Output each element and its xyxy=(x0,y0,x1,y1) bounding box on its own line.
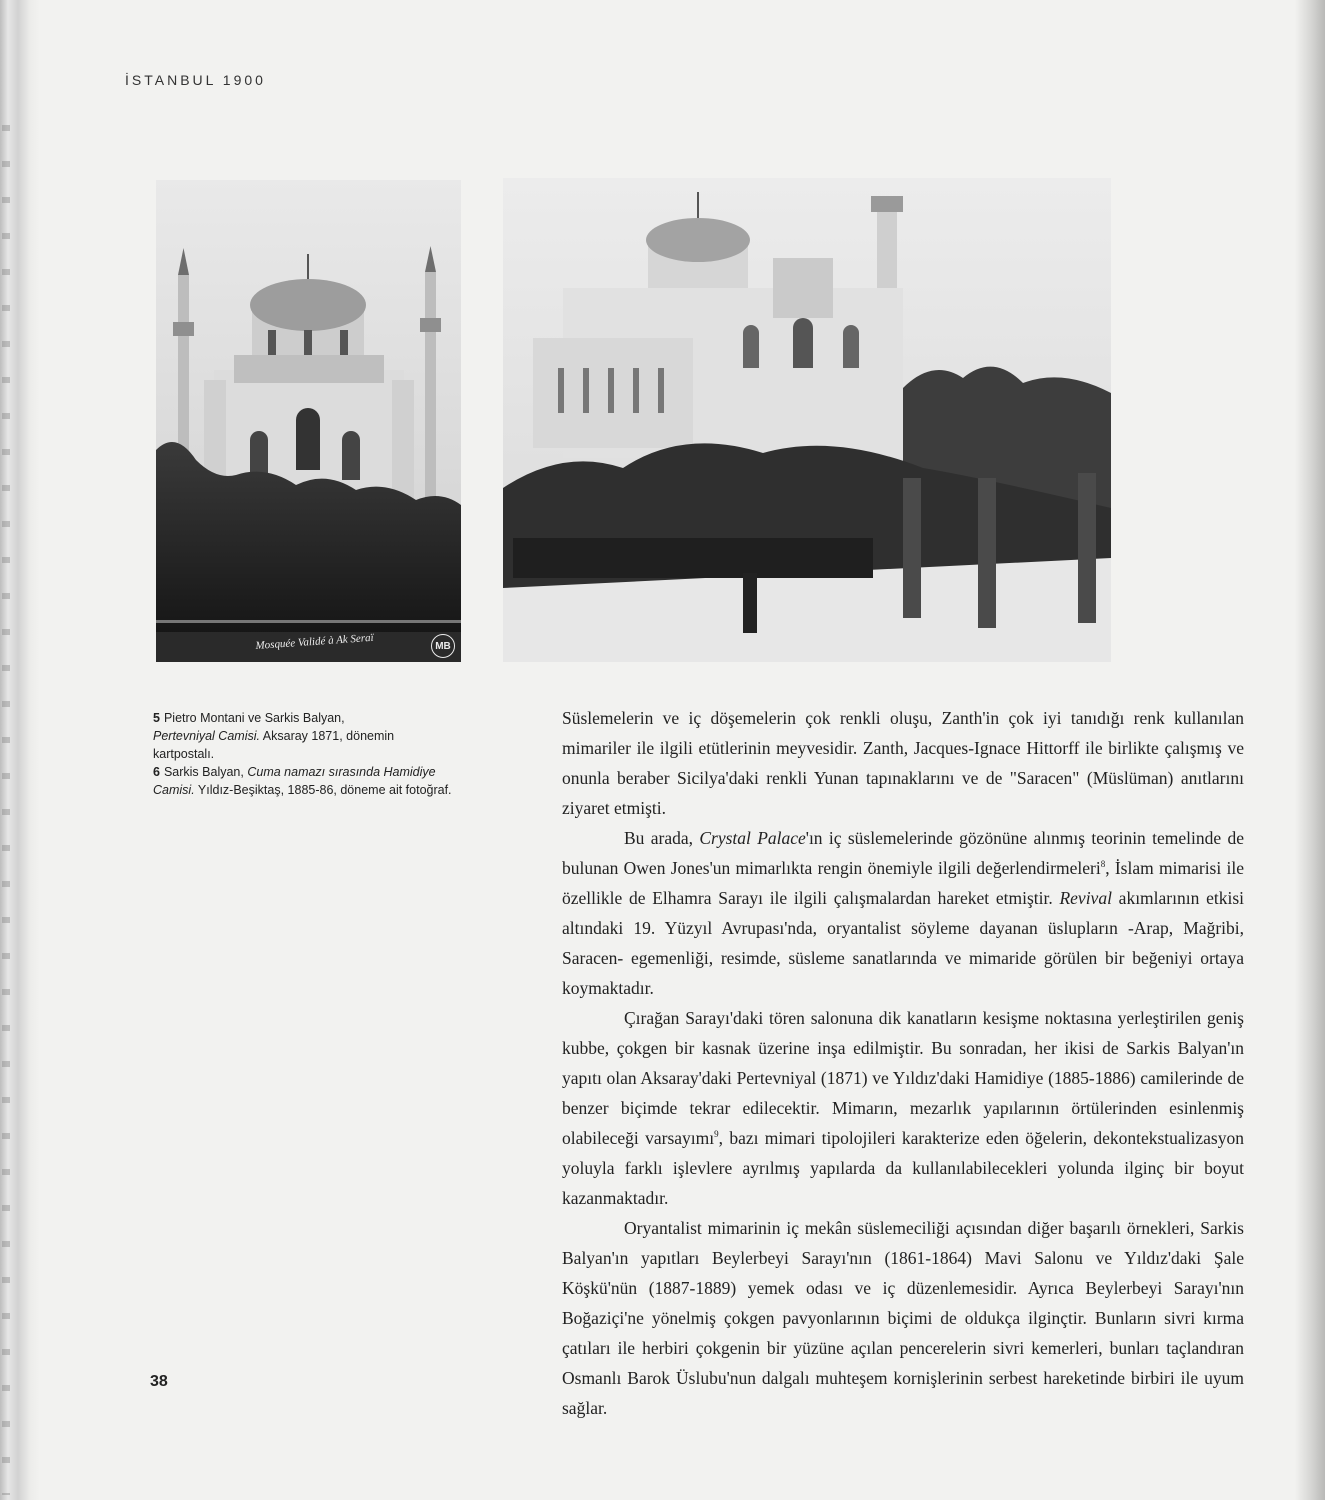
footnote-ref: 8 xyxy=(1100,859,1106,870)
figure-6-photo xyxy=(503,178,1111,662)
footnote-ref: 9 xyxy=(714,1129,719,1140)
body-text xyxy=(562,703,1244,1423)
publisher-monogram: MB xyxy=(431,634,455,658)
book-gutter xyxy=(0,0,40,1500)
body-paragraph-p4: Oryantalist mimarinin iç mekân süslemeciliği açısından diğer başarılı örnekleri, Sarkis Balyan'ın yapıtları Beylerbeyi Sarayı'nın (1861-1864) Mavi Salonu ve Yıldız'daki Şale Köşkü'nün (1887-1889) yemek odası ve iç düzenlemesidir. Ayrıca Beylerbeyi Sarayı'nın Boğaziçi'ne yönelmiş çokgen pavyonlarının biçimi de oldukça ilginçtir. Bunların sivri kırma çatıları ile herbiri çokgenin bir yüzüne açılan pencerelerin sivri kemerleri, bunları taçlandıran Osmanlı Barok Üslubu'nun dalgalı muhteşem kornişlerinin serbest hareketinde birbiri ile uyum sağlar. xyxy=(562,1218,1244,1418)
page-number: 38 xyxy=(150,1373,168,1390)
body-paragraph-p3: Çırağan Sarayı'daki tören salonuna dik kanatların kesişme noktasına yerleştirilen geniş kubbe, çokgen bir kasnak üzerine inşa edilmiştir. Bu sonradan, her ikisi de Sarkis Balyan'ın yapıtı olan Aksaray'daki Pertevniyal (1871) ve Yıldız'daki Hamidiye (1885-1886) camilerinde de benzer biçimde tekrar edilecektir. Mimarın, mezarlık yapılarının örtülerinden esinlenmiş olabileceği varsayımı$^9$, bazı mimari tipolojileri karakterize eden öğelerin, dekontekstualizasyon yoluyla farklı işlevlere ayrılmış yapılarda da kullanılabilecekleri yolunda ilginç bir boyut kazanmaktadır. xyxy=(562,1008,1244,1208)
caption-figure-5: 5 Pietro Montani ve Sarkis Balyan, Pertevniyal Camisi. Aksaray 1871, dönemin kartpostalı. xyxy=(153,711,395,761)
mosque-illustration xyxy=(156,180,461,662)
page-edge-shadow xyxy=(1295,0,1325,1500)
gutter-marks xyxy=(2,95,10,1495)
postcard-inscription: Mosquée Validé à Ak Seraï xyxy=(255,631,375,652)
figure-captions xyxy=(153,709,453,799)
body-paragraph-p1: Süslemelerin ve iç döşemelerin çok renkli oluşu, Zanth'in çok iyi tanıdığı renk kullanılan mimariler ile ilgili etütlerinin meyvesidir. Zanth, Jacques-Ignace Hittorff ile birlikte çalışmış ve onunla beraber Sicilya'daki renkli Yunan tapınaklarını ve de "Saracen" (Müslüman) anıtlarını ziyaret etmişti. xyxy=(562,708,1244,818)
caption-figure-6: 6 Sarkis Balyan, Cuma namazı sırasında Hamidiye Camisi. Yıldız-Beşiktaş, 1885-86, döneme ait fotoğraf. xyxy=(153,765,452,797)
body-paragraph-p2: Bu arada, Crystal Palace'ın iç süslemelerinde gözönüne alınmış teorinin temelinde de bulunan Owen Jones'un mimarlıkta rengin önemiyle ilgili değerlendirmeleri$^8$, İslam mimarisi ile özellikle de Elhamra Sarayı ile ilgili çalışmalardan hareket etmiştir. Revival akımlarının etkisi altındaki 19. Yüzyıl Avrupası'nda, oryantalist söyleme dayanan üslupların -Arap, Mağribi, Saracen- egemenliği, resimde, süsleme sanatlarında ve mimaride görülen bir beğeniyi ortaya koymaktadır. xyxy=(562,828,1244,998)
figure-5-photo xyxy=(156,180,461,662)
running-head: İSTANBUL 1900 xyxy=(125,72,266,88)
hamidiye-mosque-illustration xyxy=(503,178,1111,662)
